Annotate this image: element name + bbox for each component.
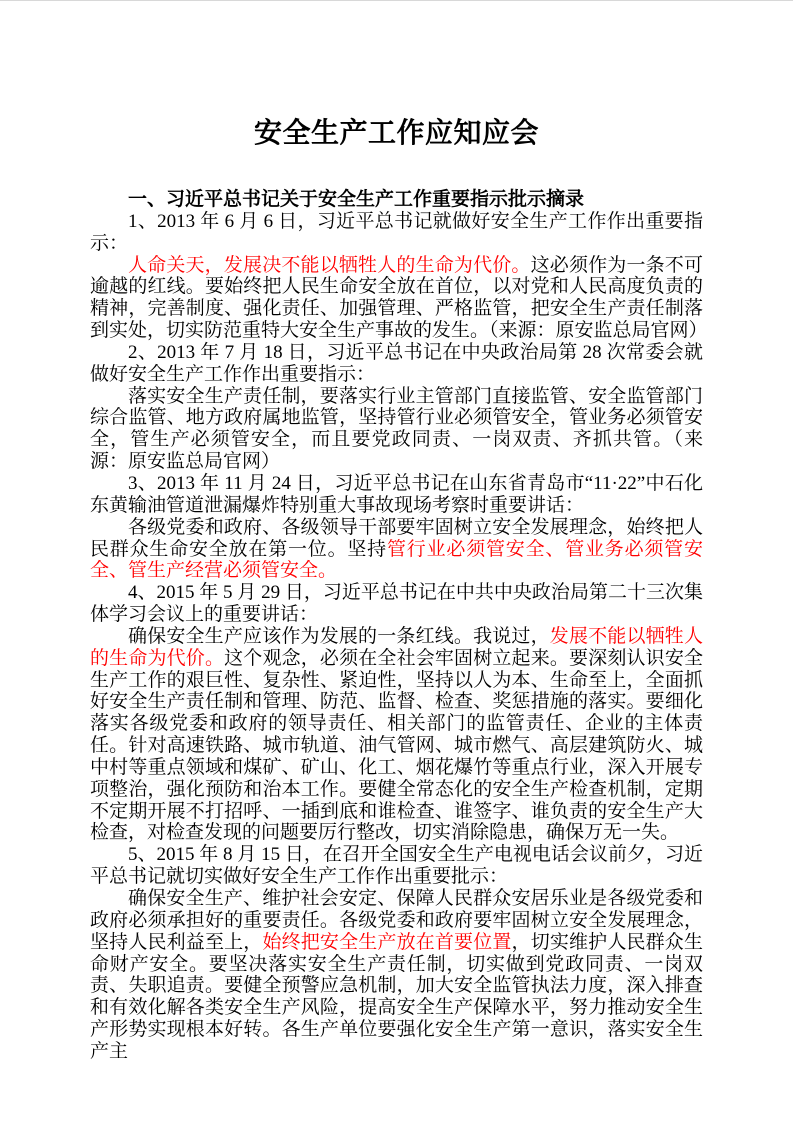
paragraph (90, 211, 703, 255)
text-run: 5、2015 年 8 月 15 日，在召开全国安全生产电视电话会议前夕，习近平总书记就切实做好安全生产工作作出重要批示： (90, 844, 703, 888)
paragraph (90, 582, 703, 626)
document-content (90, 112, 708, 1063)
text-run: ，切实维护人民群众生命财产安全。要坚决落实安全生产责任制，切实做到党政同责、一岗双责、失职追责。要健全预警应急机制，加大安全监管执法力度，深入排查和有效化解各类安全生产风险，提高安全生产保障水平，努力推动安全生产形势实现根本好转。各生产单位要强化安全生产第一意识，落实安全生产主 (90, 931, 703, 1062)
text-run: 1、2013 年 6 月 6 日，习近平总书记就做好安全生产工作作出重要指示： (90, 210, 703, 254)
text-run: 落实安全生产责任制，要落实行业主管部门直接监管、安全监管部门综合监管、地方政府属地监管，坚持管行业必须管安全，管业务必须管安全，管生产必须管安全，而且要党政同责、一岗双责、齐抓共管。（来源：原安监总局官网） (90, 385, 703, 473)
paragraph (90, 517, 703, 583)
paragraph (90, 254, 708, 342)
text-run: 一、习近平总书记关于安全生产工作重要指示批示摘录 (128, 189, 585, 210)
emphasized-text-run: 发展不能以牺牲人的生命为代价。 (90, 625, 703, 669)
text-run: 2、2013 年 7 月 18 日，习近平总书记在中央政治局第 28 次常委会就做好安全生产工作作出重要指示： (90, 341, 703, 385)
paragraph (90, 626, 703, 844)
text-run: 各级党委和政府、各级领导干部要牢固树立安全发展理念，始终把人民群众生命安全放在第一位。坚持 (90, 516, 703, 560)
section-heading (90, 189, 703, 211)
text-run: 4、2015 年 5 月 29 日，习近平总书记在中共中央政治局第二十三次集体学习会议上的重要讲话： (90, 582, 703, 626)
text-run: 这个观念，必须在全社会牢固树立起来。要深刻认识安全生产工作的艰巨性、复杂性、紧迫性，坚持以人为本、生命至上，全面抓好安全生产责任制和管理、防范、监督、检查、奖惩措施的落实。要细化落实各级党委和政府的领导责任、相关部门的监管责任、企业的主体责任。针对高速铁路、城市轨道、油气管网、城市燃气、高层建筑防火、城中村等重点领域和煤矿、矿山、化工、烟花爆竹等重点行业，深入开展专项整治，强化预防和治本工作。要健全常态化的安全生产检查机制，定期不定期开展不打招呼、一插到底和谁检查、谁签字、谁负责的安全生产大检查，对检查发现的问题要厉行整改，切实消除隐患，确保万无一失。 (90, 647, 703, 844)
text-run: 这必须作为一条不可逾越的红线。要始终把人民生命安全放在首位，以对党和人民高度负责的精神，完善制度、强化责任、加强管理、严格监管，把安全生产责任制落到实处，切实防范重特大安全生产事故的发生。（来源：原安监总局官网） (90, 254, 708, 342)
text-run: 确保安全生产、维护社会安定、保障人民群众安居乐业是各级党委和政府必须承担好的重要责任。各级党委和政府要牢固树立安全发展理念，坚持人民利益至上， (90, 888, 703, 953)
emphasized-text-run: 人命关天，发展决不能以牺牲人的生命为代价。 (128, 254, 531, 276)
paragraph (90, 473, 703, 517)
emphasized-text-run: 管行业必须管安全、管业务必须管安全、管生产经营必须管安全。 (90, 538, 703, 582)
document-body (90, 189, 708, 1063)
paragraph (90, 888, 703, 1063)
emphasized-text-run: 始终把安全生产放在首要位置 (262, 931, 512, 953)
paragraph (90, 844, 703, 888)
text-run: 确保安全生产应该作为发展的一条红线。我说过， (128, 625, 550, 647)
text-run: 3、2013 年 11 月 24 日，习近平总书记在山东省青岛市“11·22”中石化东黄输油管道泄漏爆炸特别重大事故现场考察时重要讲话： (90, 472, 703, 516)
paragraph (90, 386, 703, 473)
document-title: 安全生产工作应知应会 (253, 117, 539, 148)
paragraph (90, 342, 703, 386)
